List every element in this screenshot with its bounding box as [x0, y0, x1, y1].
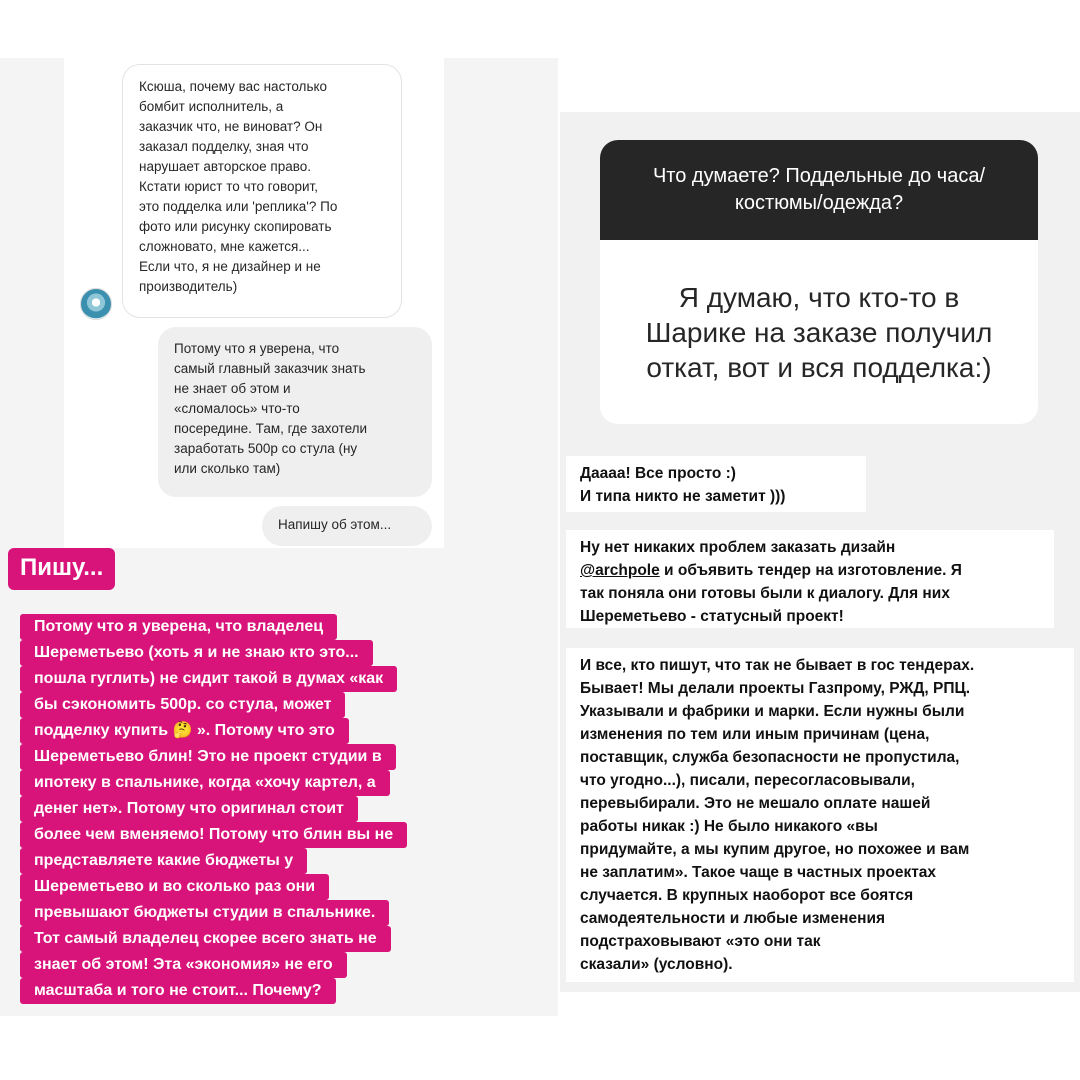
story-text-line: Тот самый владелец скорее всего знать не — [20, 926, 391, 952]
story-text-line: представляете какие бюджеты у — [20, 848, 307, 874]
story-text-line: бы сэкономить 500р. со стула, может — [20, 692, 345, 718]
story-text-line: Шереметьево блин! Это не проект студии в — [20, 744, 396, 770]
question-sticker — [600, 140, 1038, 424]
story-text-line: знает об этом! Эта «экономия» не его — [20, 952, 347, 978]
story-tag: Пишу... — [8, 548, 115, 590]
story-text-block-3: И все, кто пишут, что так не бывает в гос тендерах. Бывает! Мы делали проекты Газпрому, РЖД, РПЦ. Указывали и фабрики и марки. Если нужны были изменения по тем или иным причинам (цена, поставщик, служба безопасности не пропустила, что угодно...), писали, пересогласовывали, перевыбирали. Это не мешало оплате нашей работы никак :) Не было никакого «вы придумайте, а мы купим другое, но похожее и вам не заплатим». Такое чаще в частных проектах случается. В крупных наоборот все боятся самодеятельности и любые изменения подстраховывают «это они так сказали» (условно). — [566, 648, 1074, 982]
question-answer: Я думаю, что кто-то в Шарике на заказе получил откат, вот и вся подделка:) — [645, 281, 993, 383]
story-text-line: пошла гуглить) не сидит такой в думах «как — [20, 666, 397, 692]
block2-text-continued: и объявить тендер на изготовление. Я так поняла они готовы были к диалогу. Для них Шереметьево - статусный проект! — [580, 562, 962, 625]
user-avatar[interactable] — [80, 288, 112, 320]
story-text-line: более чем вменяемо! Потому что блин вы не — [20, 822, 407, 848]
question-header: Что думаете? Поддельные до часа/ костюмы/одежда? — [600, 140, 1038, 240]
story-text-line: денег нет». Потому что оригинал стоит — [20, 796, 358, 822]
incoming-message-bubble: Ксюша, почему вас настолько бомбит исполнитель, а заказчик что, не виноват? Он заказал подделку, зная что нарушает авторское право. Кстати юрист то что говорит, это подделка или 'реплика'? По фото или рисунку скопировать сложновато, мне кажется... Если что, я не дизайнер и не производитель) — [122, 64, 402, 318]
story-text-line: масштаба и того не стоит... Почему? — [20, 978, 336, 1004]
story-text-block-2 — [566, 530, 1054, 628]
left-story-text — [20, 614, 560, 1004]
story-text-line: Шереметьево (хоть я и не знаю кто это... — [20, 640, 373, 666]
story-text-line: превышают бюджеты студии в спальнике. — [20, 900, 389, 926]
story-text-line: подделку купить 🤔 ». Потому что это — [20, 718, 349, 744]
outgoing-message-bubble: Потому что я уверена, что самый главный заказчик знать не знает об этом и «сломалось» что-то посередине. Там, где захотели заработать 500р со стула (ну или сколько там) — [158, 327, 432, 497]
story-text-block-1: Даааа! Все просто :) И типа никто не заметит ))) — [566, 456, 866, 512]
archpole-mention-link[interactable]: @archpole — [580, 562, 660, 579]
block2-text: Ну нет никаких проблем заказать дизайн — [580, 539, 896, 556]
story-text-line: Шереметьево и во сколько раз они — [20, 874, 329, 900]
story-text-line: Потому что я уверена, что владелец — [20, 614, 337, 640]
story-text-line: ипотеку в спальнике, когда «хочу картел, а — [20, 770, 390, 796]
outgoing-short-message-bubble: Напишу об этом... — [262, 506, 432, 546]
